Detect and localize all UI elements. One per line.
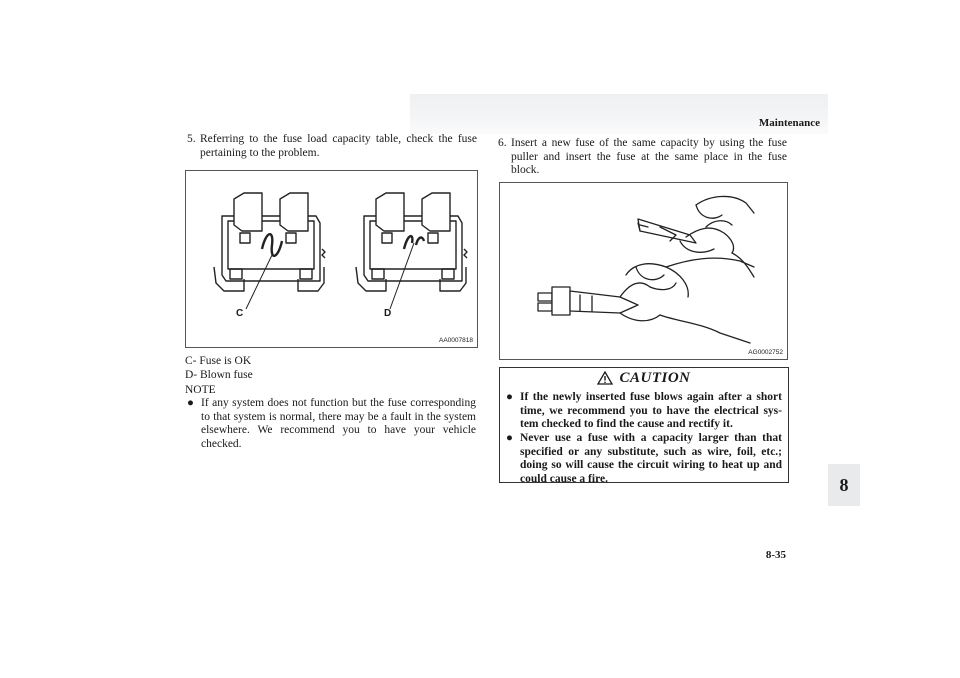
section-title: Maintenance (758, 117, 820, 129)
fuse-figure (185, 170, 478, 348)
note-label: NOTE (185, 384, 216, 396)
step-text: Referring to the fuse load capacity table, check the fuse pertaining to the problem. (200, 133, 477, 159)
legend-c: C- Fuse is OK (185, 355, 252, 367)
figure-code: AA0007818 (439, 337, 473, 344)
upper-puller-drawing (638, 196, 754, 277)
fuse-ok-drawing (214, 193, 325, 291)
fuse-illustration (186, 171, 477, 347)
step-number: 6. (498, 137, 507, 149)
note-text: If any system does not function but the fuse corresponding to that system is normal, there may be a fault in the system elsewhere. We recommend you to have your vehicle checked. (201, 397, 476, 450)
step-5 (187, 133, 477, 160)
caution-header (500, 368, 788, 388)
note-item (187, 397, 476, 451)
bullet-icon: ● (506, 432, 513, 444)
caution-title: CAUTION (619, 369, 691, 386)
caution-text: If the newly inserted fuse blows again after a short time, we recommend you to have the electrical sys-tem checked to find the cause and rectify it. (520, 391, 782, 430)
step-number: 5. (187, 133, 196, 145)
fuse-blown-drawing (356, 193, 467, 291)
figure-code: AG0002752 (748, 349, 783, 356)
bullet-icon: ● (187, 397, 194, 409)
puller-figure (499, 182, 788, 360)
label-d: D (384, 308, 392, 319)
fuse-puller-illustration (500, 183, 787, 359)
chapter-tab: 8 (828, 464, 860, 506)
bullet-icon: ● (506, 391, 513, 403)
caution-item (506, 391, 782, 432)
lower-puller-drawing (538, 258, 754, 343)
label-c: C (236, 308, 244, 319)
caution-box (499, 367, 789, 483)
caution-item (506, 432, 782, 486)
legend-d: D- Blown fuse (185, 368, 253, 381)
step-6 (498, 137, 787, 178)
warning-triangle-icon (597, 371, 613, 385)
fuse-legend (185, 355, 253, 382)
step-text: Insert a new fuse of the same capacity by using the fuse puller and insert the fuse at the same place in the fuse block. (511, 137, 787, 176)
page-number: 8-35 (765, 549, 786, 561)
caution-text: Never use a fuse with a capacity larger than that specified or any substitute, such as wire, foil, etc.; doing so will cause the circuit wiring to heat up and could cause a fire. (520, 432, 782, 485)
